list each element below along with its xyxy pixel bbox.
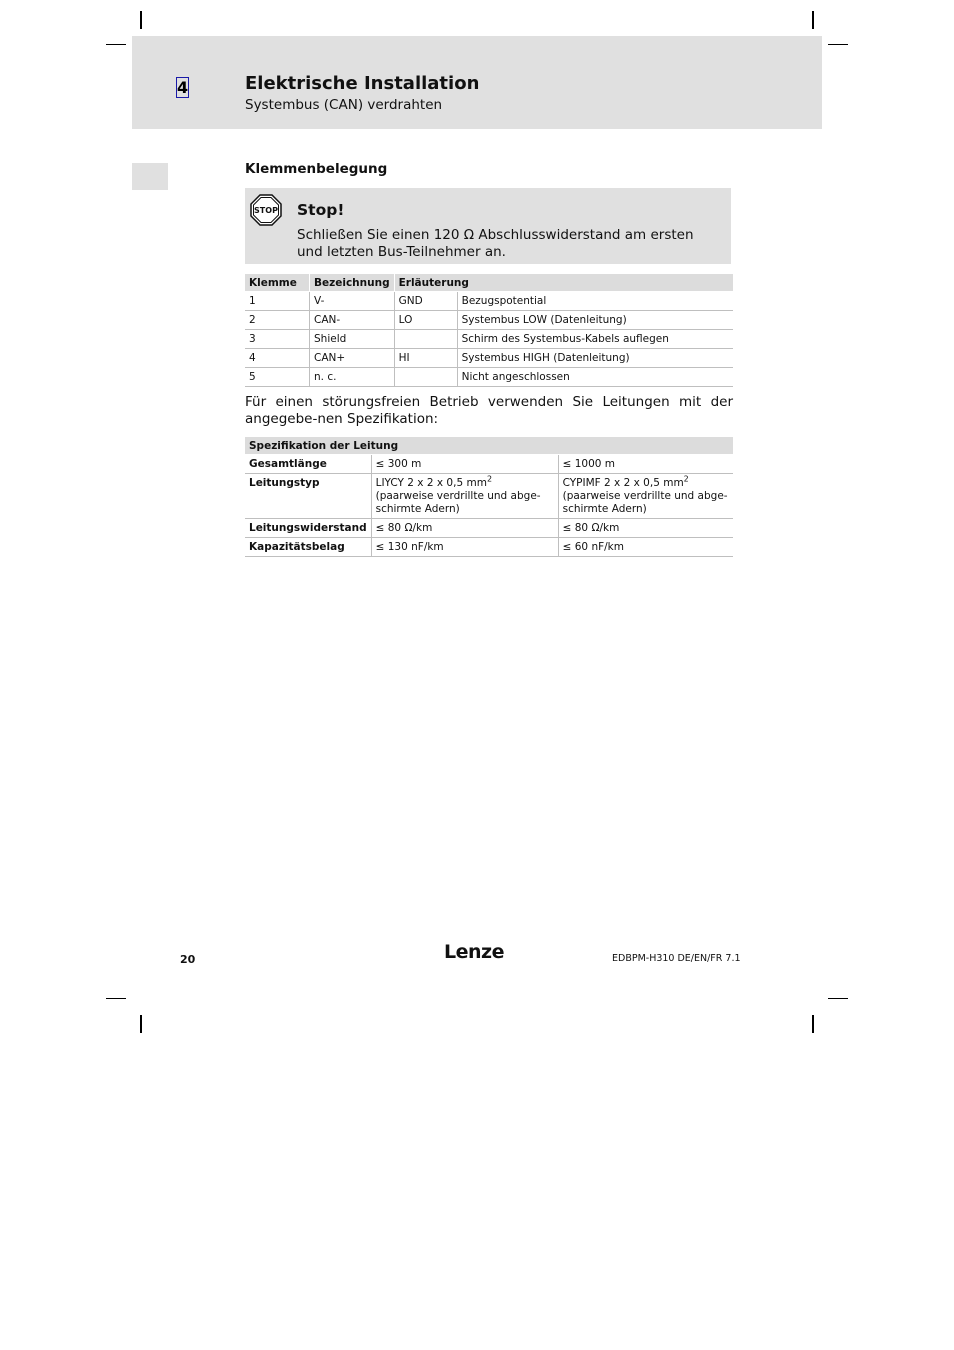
cell-bezeichnung: n. c.	[309, 368, 394, 387]
crop-mark	[106, 998, 126, 999]
crop-mark	[812, 11, 814, 29]
cable-type-line: (paarweise verdrillte und abge-	[562, 490, 728, 502]
cell-bezeichnung: V-	[309, 292, 394, 311]
spec-value: ≤ 1000 m	[558, 455, 733, 474]
crop-mark	[106, 44, 126, 45]
table-row	[245, 455, 733, 474]
stop-notice	[245, 188, 731, 264]
table-row	[245, 349, 733, 368]
crop-mark	[812, 1015, 814, 1033]
spec-value	[371, 474, 558, 519]
table-row	[245, 474, 733, 519]
page-subtitle: Systembus (CAN) verdrahten	[245, 97, 443, 113]
document-id: EDBPM-H310 DE/EN/FR 7.1	[612, 953, 741, 964]
cell-bezeichnung: Shield	[309, 330, 394, 349]
cable-type-line: LIYCY 2 x 2 x 0,5 mm	[375, 477, 487, 489]
cell-erlaeuterung: Systembus LOW (Datenleitung)	[457, 311, 733, 330]
column-header: Klemme	[245, 274, 309, 292]
stop-sign-label: STOP	[254, 206, 278, 215]
cell-erlaeuterung: Bezugspotential	[457, 292, 733, 311]
table-header-row	[245, 437, 733, 455]
side-tab	[132, 163, 168, 190]
chapter-number: 4	[177, 78, 189, 97]
terminal-table	[245, 274, 733, 387]
table-row	[245, 330, 733, 349]
cell-erlaeuterung: Nicht angeschlossen	[457, 368, 733, 387]
cell-klemme: 2	[245, 311, 309, 330]
spec-value: ≤ 130 nF/km	[371, 538, 558, 557]
cell-klemme: 4	[245, 349, 309, 368]
spec-label: Leitungswiderstand	[245, 519, 371, 538]
stop-title: Stop!	[297, 201, 345, 219]
cable-type-line: schirmte Adern)	[375, 503, 460, 515]
spec-label: Leitungstyp	[245, 474, 371, 519]
crop-mark	[828, 998, 848, 999]
stop-sign-icon	[250, 194, 282, 226]
table-row	[245, 311, 733, 330]
cell-erlaeuterung: Systembus HIGH (Datenleitung)	[457, 349, 733, 368]
section-heading: Klemmenbelegung	[245, 161, 388, 177]
spec-label: Kapazitätsbelag	[245, 538, 371, 557]
cell-kurz: GND	[394, 292, 457, 311]
table-row	[245, 538, 733, 557]
cable-spec-table	[245, 437, 733, 557]
spec-table-header: Spezifikation der Leitung	[245, 437, 733, 455]
cell-kurz	[394, 368, 457, 387]
cable-type-line: schirmte Adern)	[562, 503, 647, 515]
spec-label: Gesamtlänge	[245, 455, 371, 474]
cell-klemme: 5	[245, 368, 309, 387]
table-row	[245, 292, 733, 311]
cell-bezeichnung: CAN-	[309, 311, 394, 330]
crop-mark	[140, 11, 142, 29]
superscript: 2	[683, 474, 689, 484]
spec-value: ≤ 300 m	[371, 455, 558, 474]
table-row	[245, 519, 733, 538]
superscript: 2	[486, 474, 493, 484]
column-header: Erläuterung	[394, 274, 733, 292]
spec-value: ≤ 80 Ω/km	[371, 519, 558, 538]
stop-text: Schließen Sie einen 120 Ω Abschlusswiderstand am ersten und letzten Bus-Teilnehmer an.	[297, 227, 694, 260]
cell-bezeichnung: CAN+	[309, 349, 394, 368]
crop-mark	[140, 1015, 142, 1033]
cell-klemme: 1	[245, 292, 309, 311]
crop-mark	[828, 44, 848, 45]
spec-value: ≤ 80 Ω/km	[558, 519, 733, 538]
table-row	[245, 368, 733, 387]
intro-paragraph: Für einen störungsfreien Betrieb verwenden Sie Leitungen mit der angegebe-nen Spezifikation:	[245, 394, 733, 427]
page-title: Elektrische Installation	[245, 73, 480, 94]
cell-kurz	[394, 330, 457, 349]
spec-value	[558, 474, 733, 519]
cell-erlaeuterung: Schirm des Systembus-Kabels auflegen	[457, 330, 733, 349]
cell-kurz: HI	[394, 349, 457, 368]
page-number: 20	[180, 953, 196, 966]
column-header: Bezeichnung	[309, 274, 394, 292]
table-header-row	[245, 274, 733, 292]
cable-type-line: CYPIMF 2 x 2 x 0,5 mm	[562, 477, 684, 489]
cell-kurz: LO	[394, 311, 457, 330]
cell-klemme: 3	[245, 330, 309, 349]
lenze-logo: Lenze	[444, 941, 504, 963]
spec-value: ≤ 60 nF/km	[558, 538, 733, 557]
cable-type-line: (paarweise verdrillte und abge-	[375, 490, 541, 502]
